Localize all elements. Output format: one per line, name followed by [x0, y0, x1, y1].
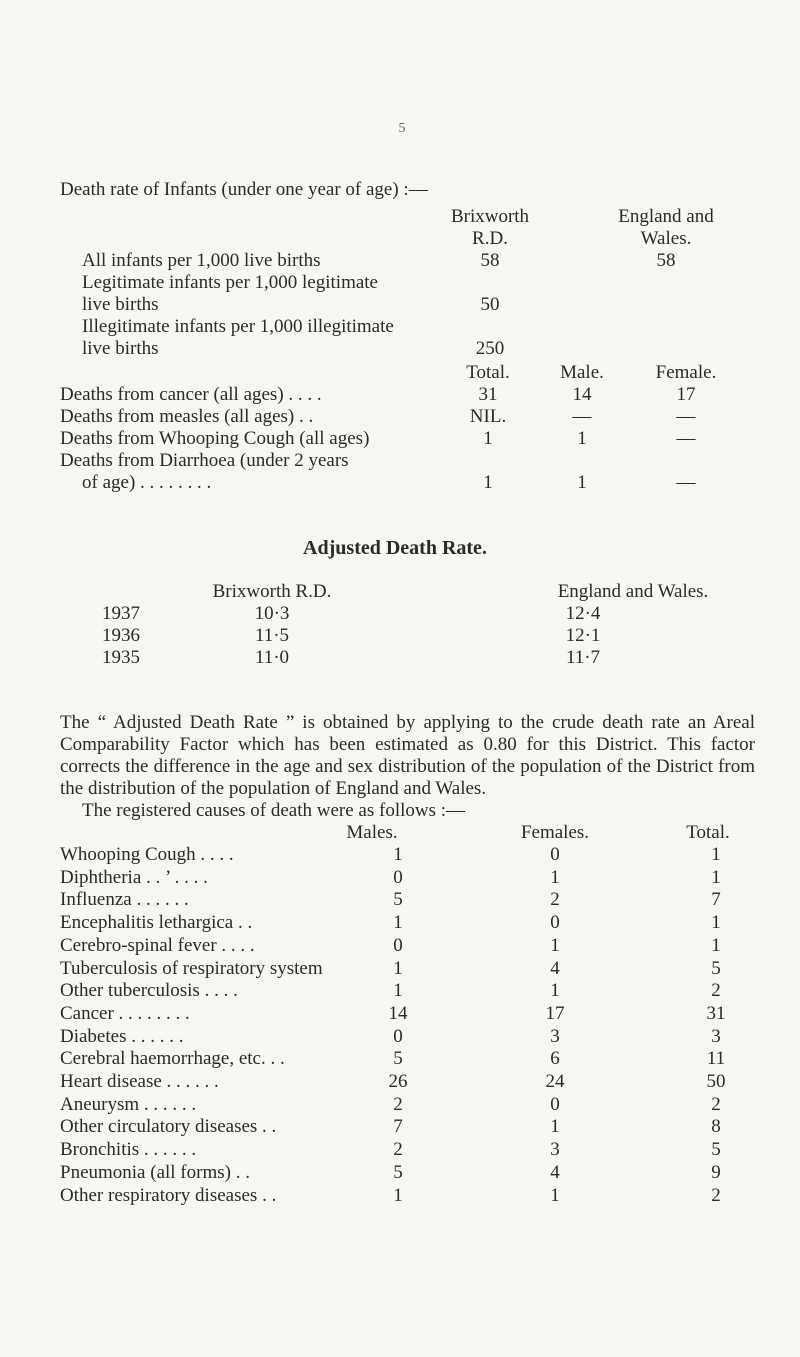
adjusted-brixworth: 11·0: [254, 647, 290, 668]
cause-males: 7: [393, 1116, 403, 1137]
causes-header-total: Total.: [686, 822, 730, 843]
adjusted-year: 1935: [102, 647, 140, 668]
cause-males: 5: [393, 1162, 403, 1183]
cause-total: 1: [711, 912, 721, 933]
cause-males: 2: [393, 1094, 403, 1115]
infant-col-brixworth-2: R.D.: [472, 228, 508, 249]
cause-total: 50: [706, 1071, 726, 1092]
deaths-row-female: —: [676, 472, 696, 493]
deaths-row-male: 1: [577, 472, 587, 493]
deaths-row-label-cont: of age) . . . . . . . .: [82, 472, 212, 493]
cause-label: Other respiratory diseases . .: [60, 1185, 277, 1206]
deaths-row-label: Deaths from cancer (all ages) . . . .: [60, 384, 322, 405]
adjusted-title: Adjusted Death Rate.: [303, 537, 487, 559]
causes-header-males: Males.: [346, 822, 398, 843]
cause-total: 5: [711, 958, 721, 979]
deaths-header-total: Total.: [466, 362, 510, 383]
infant-row-brixworth: 250: [475, 338, 505, 359]
infant-row-label: Legitimate infants per 1,000 legitimate: [82, 272, 378, 293]
deaths-row-male: 14: [572, 384, 592, 405]
cause-females: 1: [550, 935, 560, 956]
cause-females: 0: [550, 912, 560, 933]
cause-males: 26: [388, 1071, 408, 1092]
cause-label: Other tuberculosis . . . .: [60, 980, 238, 1001]
deaths-row-female: —: [676, 428, 696, 449]
deaths-row-label: Deaths from Diarrhoea (under 2 years: [60, 450, 349, 471]
cause-label: Influenza . . . . . .: [60, 889, 189, 910]
cause-label: Tuberculosis of respiratory system: [60, 958, 323, 979]
adjusted-brixworth: 11·5: [254, 625, 290, 646]
cause-females: 1: [550, 1116, 560, 1137]
cause-label: Cerebral haemorrhage, etc. . .: [60, 1048, 285, 1069]
cause-females: 6: [550, 1048, 560, 1069]
cause-females: 3: [550, 1139, 560, 1160]
infant-row-label: Illegitimate infants per 1,000 illegitimate: [82, 316, 394, 337]
infant-row-brixworth: 58: [480, 250, 500, 271]
infant-row-label-cont: live births: [82, 294, 159, 315]
cause-total: 11: [706, 1048, 726, 1069]
infant-row-label: All infants per 1,000 live births: [82, 250, 321, 271]
deaths-row-total: 1: [483, 472, 493, 493]
cause-females: 0: [550, 844, 560, 865]
cause-label: Aneurysm . . . . . .: [60, 1094, 197, 1115]
deaths-row-female: 17: [676, 384, 696, 405]
cause-total: 3: [711, 1026, 721, 1047]
deaths-row-total: 31: [478, 384, 498, 405]
infant-col-brixworth-1: Brixworth: [450, 206, 530, 227]
causes-header-females: Females.: [520, 822, 590, 843]
adjusted-col-brixworth: Brixworth R.D.: [212, 581, 332, 602]
cause-total: 31: [706, 1003, 726, 1024]
adjusted-explanation: The “ Adjusted Death Rate ” is obtained by applying to the crude death rate an Areal Comparability Factor which has been estimated as 0.80 for this District. This factor corrects the difference in the age and sex distribution of the population of the District from the distribution of the population of England and Wales.: [60, 712, 755, 799]
adjusted-england: 12·1: [565, 625, 601, 646]
deaths-row-male: —: [572, 406, 592, 427]
cause-females: 0: [550, 1094, 560, 1115]
cause-label: Cancer . . . . . . . .: [60, 1003, 190, 1024]
adjusted-england: 11·7: [565, 647, 601, 668]
cause-total: 7: [711, 889, 721, 910]
cause-males: 5: [393, 1048, 403, 1069]
deaths-row-female: —: [676, 406, 696, 427]
cause-females: 1: [550, 980, 560, 1001]
cause-total: 5: [711, 1139, 721, 1160]
cause-label: Bronchitis . . . . . .: [60, 1139, 197, 1160]
cause-males: 0: [393, 1026, 403, 1047]
adjusted-year: 1936: [102, 625, 140, 646]
cause-males: 1: [393, 980, 403, 1001]
cause-females: 24: [545, 1071, 565, 1092]
cause-label: Pneumonia (all forms) . .: [60, 1162, 250, 1183]
cause-total: 2: [711, 1185, 721, 1206]
cause-females: 17: [545, 1003, 565, 1024]
cause-females: 1: [550, 1185, 560, 1206]
page-number: 5: [398, 121, 406, 136]
cause-males: 1: [393, 844, 403, 865]
adjusted-england: 12·4: [565, 603, 601, 624]
adjusted-brixworth: 10·3: [254, 603, 290, 624]
cause-males: 1: [393, 1185, 403, 1206]
deaths-row-label: Deaths from measles (all ages) . .: [60, 406, 314, 427]
deaths-row-male: 1: [577, 428, 587, 449]
cause-males: 1: [393, 912, 403, 933]
cause-label: Heart disease . . . . . .: [60, 1071, 219, 1092]
cause-females: 4: [550, 958, 560, 979]
deaths-row-total: 1: [483, 428, 493, 449]
cause-males: 2: [393, 1139, 403, 1160]
infant-row-brixworth: 50: [480, 294, 500, 315]
adjusted-col-england: England and Wales.: [557, 581, 709, 602]
infant-col-england-1: England and: [618, 206, 714, 227]
cause-label: Other circulatory diseases . .: [60, 1116, 277, 1137]
cause-females: 4: [550, 1162, 560, 1183]
adjusted-year: 1937: [102, 603, 140, 624]
deaths-row-label: Deaths from Whooping Cough (all ages): [60, 428, 370, 449]
cause-males: 14: [388, 1003, 408, 1024]
cause-females: 3: [550, 1026, 560, 1047]
causes-intro: The registered causes of death were as follows :—: [82, 800, 466, 821]
cause-total: 1: [711, 867, 721, 888]
cause-males: 5: [393, 889, 403, 910]
cause-label: Whooping Cough . . . .: [60, 844, 234, 865]
cause-males: 0: [393, 867, 403, 888]
cause-label: Diphtheria . . ’ . . . .: [60, 867, 208, 888]
deaths-header-female: Female.: [655, 362, 717, 383]
cause-females: 2: [550, 889, 560, 910]
infant-row-label-cont: live births: [82, 338, 159, 359]
cause-males: 1: [393, 958, 403, 979]
cause-total: 2: [711, 1094, 721, 1115]
cause-males: 0: [393, 935, 403, 956]
cause-total: 1: [711, 844, 721, 865]
deaths-row-total: NIL.: [469, 406, 507, 427]
cause-label: Cerebro-spinal fever . . . .: [60, 935, 255, 956]
cause-label: Diabetes . . . . . .: [60, 1026, 184, 1047]
cause-total: 2: [711, 980, 721, 1001]
infant-col-england-2: Wales.: [640, 228, 692, 249]
infant-row-england: 58: [656, 250, 676, 271]
cause-label: Encephalitis lethargica . .: [60, 912, 253, 933]
infant-section-title: Death rate of Infants (under one year of age) :—: [60, 179, 428, 200]
cause-total: 1: [711, 935, 721, 956]
cause-total: 8: [711, 1116, 721, 1137]
deaths-header-male: Male.: [560, 362, 604, 383]
cause-females: 1: [550, 867, 560, 888]
cause-total: 9: [711, 1162, 721, 1183]
